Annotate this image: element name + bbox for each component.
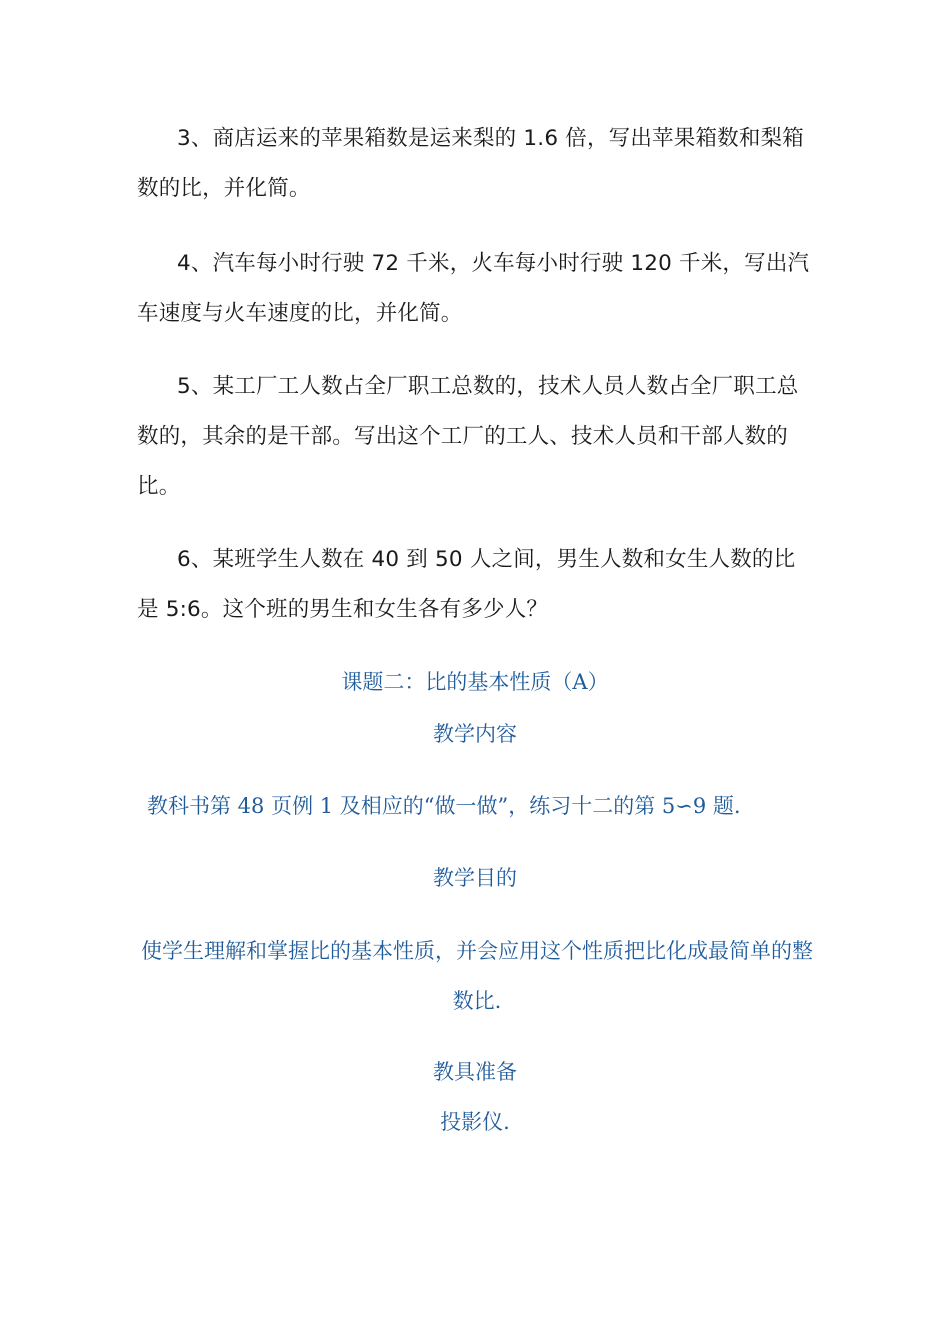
- problem-4: 4、汽车每小时行驶 72 千米，火车每小时行驶 120 千米，写出汽车速度与火车速度的比，并化简。: [137, 251, 810, 326]
- content-text: 教科书第 48 页例 1 及相应的“做一做”，练习十二的第 5∽9 题.: [147, 794, 741, 818]
- tools-heading: 教具准备: [433, 1060, 517, 1084]
- goal-text: 使学生理解和掌握比的基本性质，并会应用这个性质把比化成最简单的整数比.: [141, 939, 813, 1013]
- problem-5: 5、某工厂工人数占全厂职工总数的，技术人员人数占全厂职工总数的，其余的是干部。写出这个工厂的工人、技术人员和干部人数的比。: [137, 374, 799, 499]
- goal-heading: 教学目的: [433, 866, 517, 890]
- problem-6: 6、某班学生人数在 40 到 50 人之间，男生人数和女生人数的比是 5:6。这个班的男生和女生各有多少人？: [137, 547, 796, 622]
- content-heading: 教学内容: [433, 722, 517, 746]
- problem-3: 3、商店运来的苹果箱数是运来梨的 1.6 倍，写出苹果箱数和梨箱数的比，并化简。: [137, 126, 804, 201]
- tools-text: 投影仪.: [440, 1110, 510, 1134]
- lesson-title: 课题二：比的基本性质（A）: [341, 670, 609, 694]
